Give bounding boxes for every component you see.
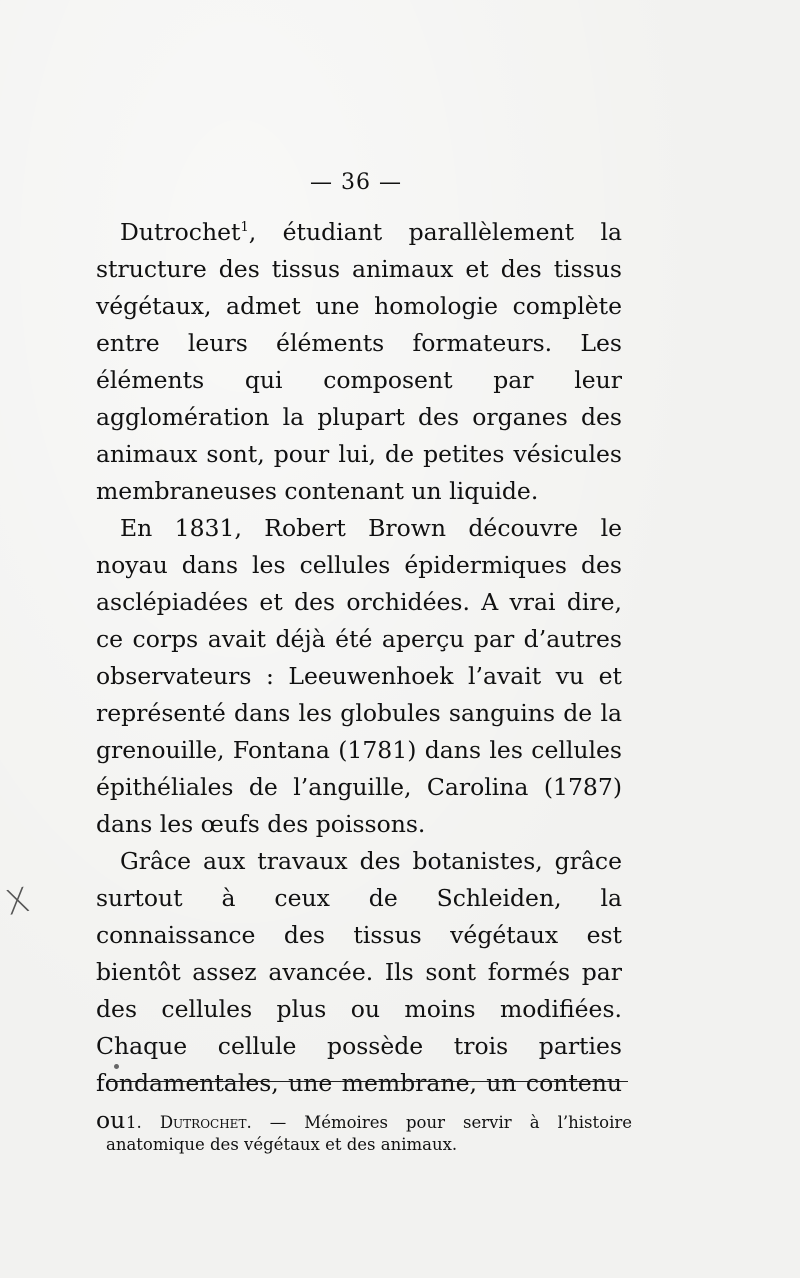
paragraph-1	[96, 214, 622, 510]
footnote	[106, 1112, 632, 1156]
footnote-reference: 1	[240, 220, 249, 236]
paragraph-1-rest: , étudiant parallèlement la structure des tissus animaux et des tissus végétaux, admet une homologie complète entre leurs éléments formateurs. Les éléments qui composent par leur agglomération la plupart des organes des animaux sont, pour lui, de petites vésicules membraneuses contenant un liquide.	[96, 218, 622, 505]
footnote-divider	[108, 1081, 628, 1082]
paragraph-3: Grâce aux travaux des botanistes, grâce surtout à ceux de Schleiden, la connaissance des tissus végétaux est bientôt assez avancée. Ils sont formés par des cellules plus ou moins modifiées. Chaque cellule possède trois parties fondamentales, une membrane, un contenu ou	[96, 847, 622, 1134]
body-text	[96, 214, 622, 1139]
footnote-number: 1.	[126, 1113, 142, 1132]
footnote-line	[106, 1112, 632, 1156]
footnote-author: Dutrochet.	[159, 1113, 252, 1132]
ink-speck	[114, 1064, 119, 1069]
handwritten-margin-mark: X	[2, 880, 34, 924]
paragraph-1-start: Dutrochet	[120, 218, 241, 246]
paragraph-2: En 1831, Robert Brown découvre le noyau dans les cellules épidermiques des asclépiadées et des orchidées. A vrai dire, ce corps avait déjà été aperçu par d’autres observateurs : Leeuwenhoek l’avait vu et représenté dans les globules sanguins de la grenouille, Fontana (1781) dans les cellules épithéliales de l’anguille, Carolina (1787) dans les œufs des poissons.	[96, 514, 622, 838]
footnote-text: — Mémoires pour servir à l’histoire anatomique des végétaux et des animaux.	[106, 1113, 632, 1154]
page-number: — 36 —	[310, 170, 402, 195]
